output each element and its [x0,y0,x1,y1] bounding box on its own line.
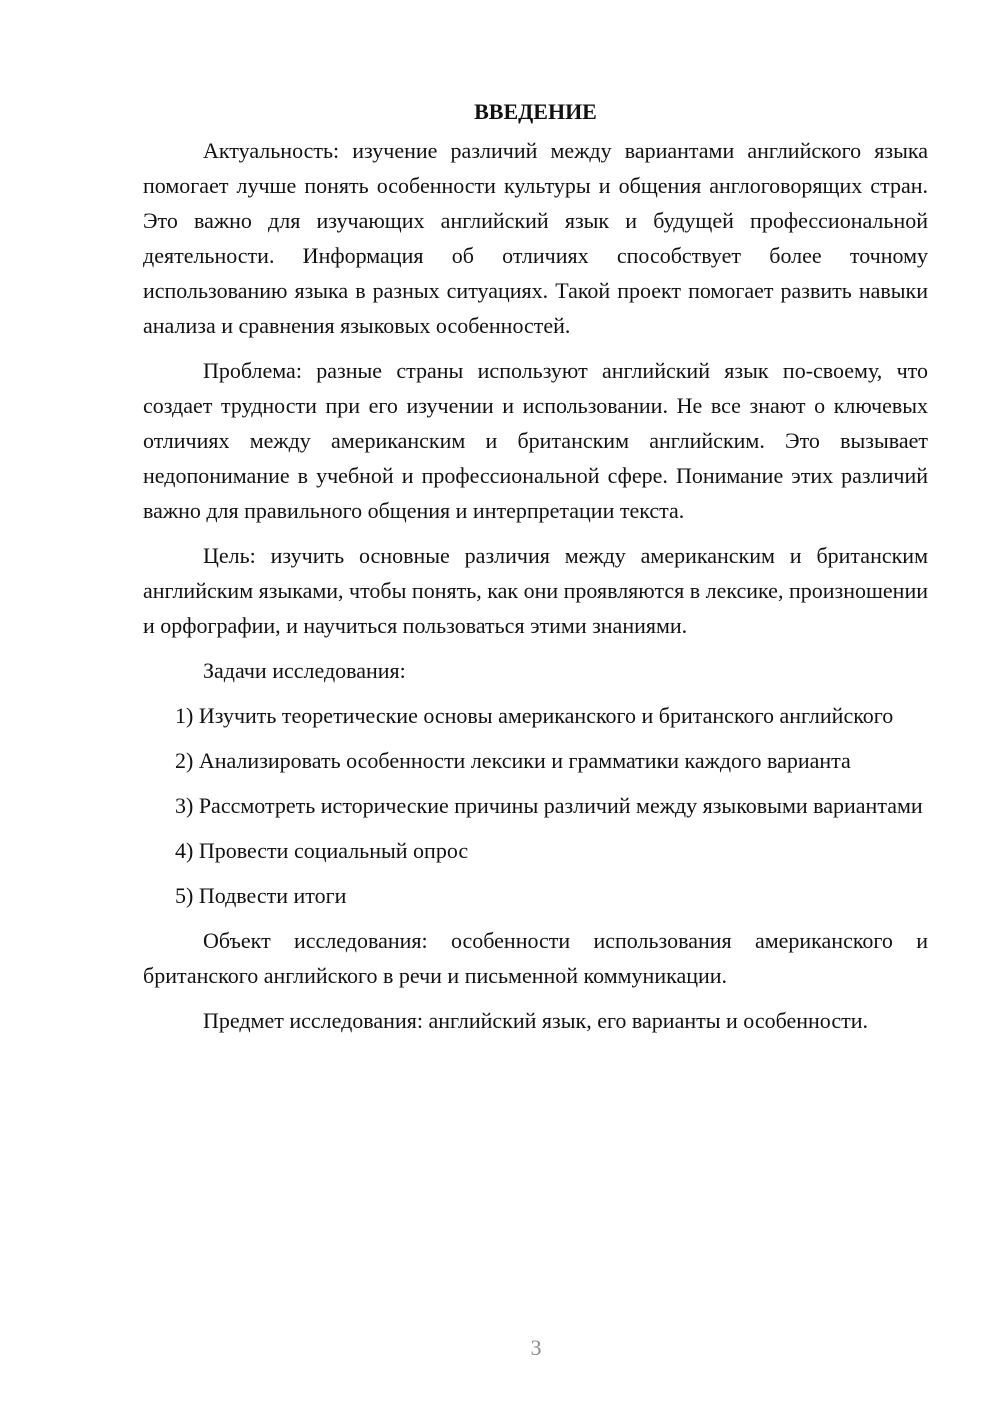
page-number: 3 [530,1335,542,1360]
page-content [143,94,928,1038]
task-item-5: 5) Подвести итоги [175,883,347,908]
subject-paragraph: Предмет исследования: английский язык, его варианты и особенности. [203,1008,869,1033]
problem-paragraph: Проблема: разные страны используют английский язык по-своему, что создает трудности при его изучении и использовании. Не все знают о ключевых отличиях между американским и британским английским. Это вызывает недопонимание в учебной и профессиональной сфере. Понимание этих различий важно для правильного общения и интерпретации текста. [143,358,928,523]
section-title: ВВЕДЕНИЕ [474,99,597,124]
relevance-paragraph: Актуальность: изучение различий между вариантами английского языка помогает лучше понять особенности культуры и общения англоговорящих стран. Это важно для изучающих английский язык и будущей профессиональной деятельности. Информация об отличиях способствует более точному использованию языка в разных ситуациях. Такой проект помогает развить навыки анализа и сравнения языковых особенностей. [143,138,928,338]
object-paragraph: Объект исследования: особенности использования американского и британского английского в речи и письменной коммуникации. [143,928,928,988]
task-item-1: 1) Изучить теоретические основы американского и британского английского [175,703,894,728]
tasks-heading: Задачи исследования: [203,658,406,683]
task-item-2: 2) Анализировать особенности лексики и грамматики каждого варианта [175,748,851,773]
task-item-3: 3) Рассмотреть исторические причины различий между языковыми вариантами [175,793,923,818]
goal-paragraph: Цель: изучить основные различия между американским и британским английским языками, чтобы понять, как они проявляются в лексике, произношении и орфографии, и научиться пользоваться этими знаниями. [143,543,928,638]
task-item-4: 4) Провести социальный опрос [175,838,469,863]
